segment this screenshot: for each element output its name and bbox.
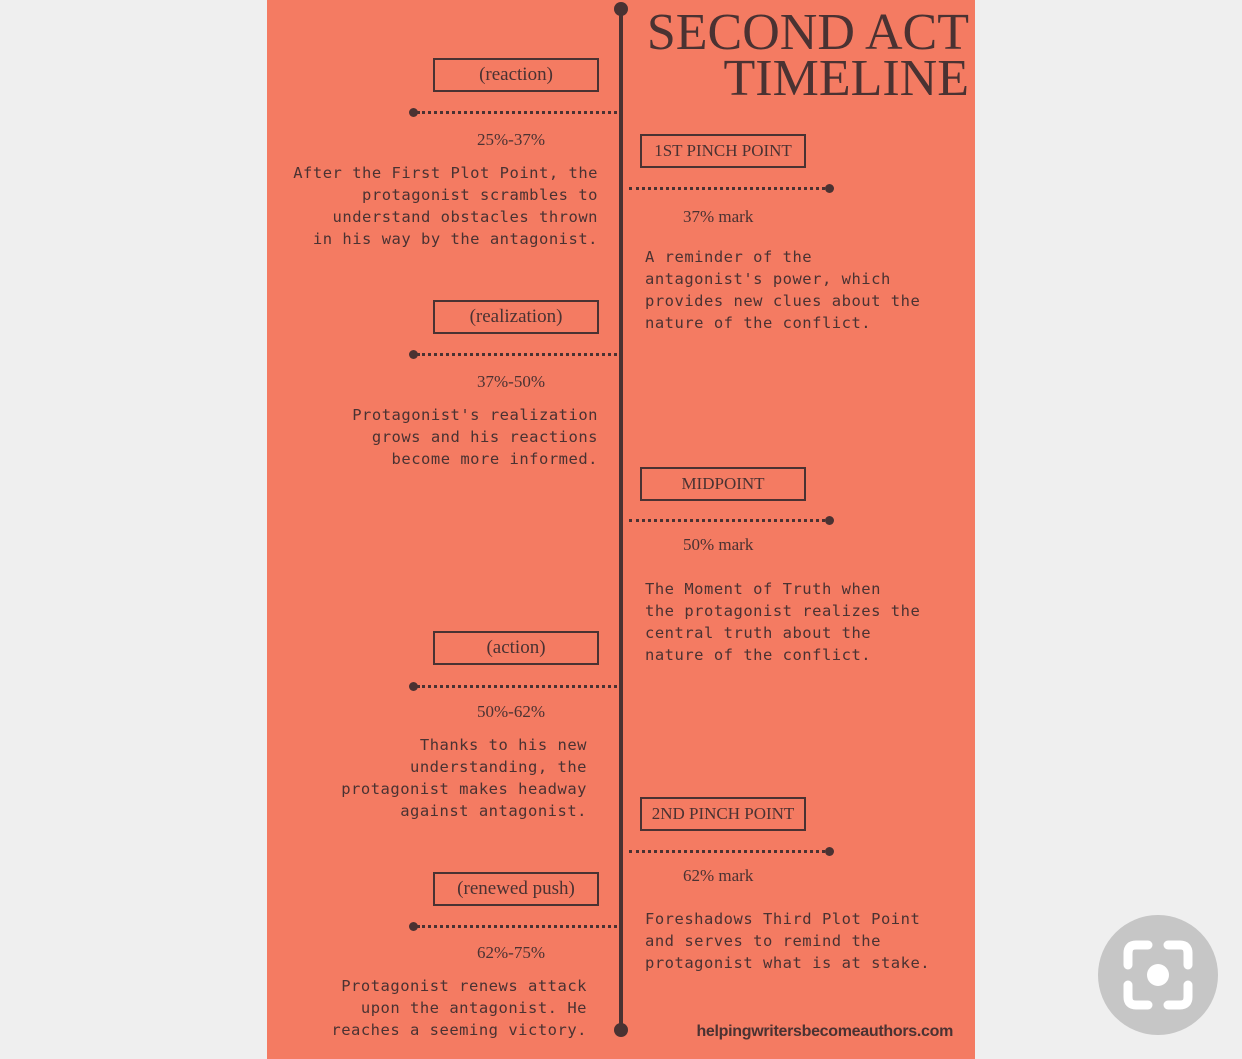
event-dot — [825, 516, 834, 525]
event-description: The Moment of Truth when the protagonist realizes the central truth about the nature of the conflict. — [645, 580, 921, 664]
title-line-2: TIMELINE — [723, 50, 969, 107]
infographic-title — [646, 4, 969, 107]
event-connector — [417, 685, 617, 688]
event-description: A reminder of the antagonist's power, which provides new clues about the nature of the conflict. — [645, 248, 921, 332]
title-line-1: SECOND ACT — [646, 4, 969, 61]
event-label-box: (reaction) — [433, 58, 599, 92]
event-label-box: (realization) — [433, 300, 599, 334]
event-description: Foreshadows Third Plot Point and serves to remind the protagonist what is at stake. — [645, 910, 931, 972]
event-label-box: MIDPOINT — [640, 467, 806, 501]
event-connector — [629, 519, 825, 522]
timeline-end-dot — [614, 1023, 628, 1037]
event-label-box: 2ND PINCH POINT — [640, 797, 806, 831]
source-credit: helpingwritersbecomeauthors.com — [696, 1023, 953, 1040]
event-range: 25%-37% — [477, 130, 545, 149]
event-connector — [629, 187, 825, 190]
event-label-box: (action) — [433, 631, 599, 665]
event-description: Thanks to his new understanding, the protagonist makes headway against antagonist. — [341, 736, 587, 820]
timeline-start-dot — [614, 2, 628, 16]
visual-search-button[interactable] — [1098, 915, 1218, 1035]
event-dot — [825, 184, 834, 193]
event-label-box: (renewed push) — [433, 872, 599, 906]
event-mark: 50% mark — [683, 535, 754, 554]
event-range: 37%-50% — [477, 372, 545, 391]
event-description: Protagonist's realization grows and his reactions become more informed. — [352, 406, 598, 468]
event-range: 50%-62% — [477, 702, 545, 721]
event-label-box: 1ST PINCH POINT — [640, 134, 806, 168]
event-range: 62%-75% — [477, 943, 545, 962]
event-connector — [417, 111, 617, 114]
event-description: After the First Plot Point, the protagonist scrambles to understand obstacles thrown in his way by the antagonist. — [293, 164, 598, 248]
event-dot — [825, 847, 834, 856]
event-connector — [417, 925, 617, 928]
event-description: Protagonist renews attack upon the antagonist. He reaches a seeming victory. — [331, 977, 587, 1039]
event-connector — [629, 850, 825, 853]
timeline-spine — [619, 8, 623, 1030]
visual-search-icon — [1122, 939, 1194, 1011]
event-mark: 62% mark — [683, 866, 754, 885]
event-mark: 37% mark — [683, 207, 754, 226]
infographic — [267, 0, 975, 1059]
event-connector — [417, 353, 617, 356]
